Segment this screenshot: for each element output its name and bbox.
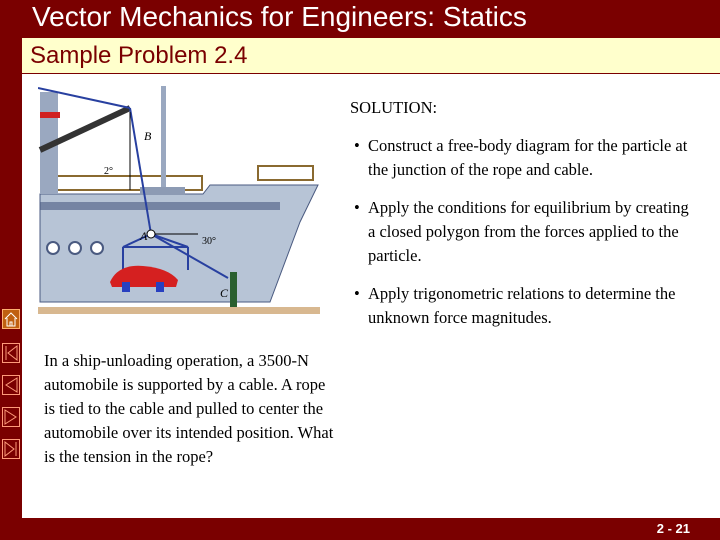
previous-slide-icon[interactable] — [2, 375, 20, 395]
label-angle-30: 30° — [202, 236, 216, 247]
subtitle-bar — [22, 38, 720, 74]
page-number: 2 - 21 — [656, 521, 690, 536]
solution-bullet: • Apply trigonometric relations to determine the unknown force magnitudes. — [350, 282, 700, 330]
home-icon[interactable] — [2, 309, 20, 329]
solution-bullet: • Apply the conditions for equilibrium by creating a closed polygon from the forces applied to the particle. — [350, 196, 700, 268]
solution-bullet: • Construct a free-body diagram for the particle at the junction of the rope and cable. — [350, 134, 700, 182]
slide-subtitle: Sample Problem 2.4 — [30, 42, 248, 69]
label-c: C — [220, 286, 229, 300]
next-slide-icon[interactable] — [2, 407, 20, 427]
label-angle-2: 2° — [104, 166, 113, 177]
solution-heading: SOLUTION: — [350, 98, 438, 117]
label-a: A — [140, 229, 148, 243]
problem-statement: In a ship-unloading operation, a 3500-N automobile is supported by a cable. A rope is tied to the cable and pulled to center the automobile over its intended position. What is the tension in the rope? — [44, 351, 334, 466]
ship-unloading-figure — [38, 82, 320, 314]
first-slide-icon[interactable] — [2, 343, 20, 363]
last-slide-icon[interactable] — [2, 439, 20, 459]
slide-title: Vector Mechanics for Engineers: Statics — [32, 1, 527, 32]
label-b: B — [144, 129, 152, 143]
solution-section — [350, 96, 700, 344]
